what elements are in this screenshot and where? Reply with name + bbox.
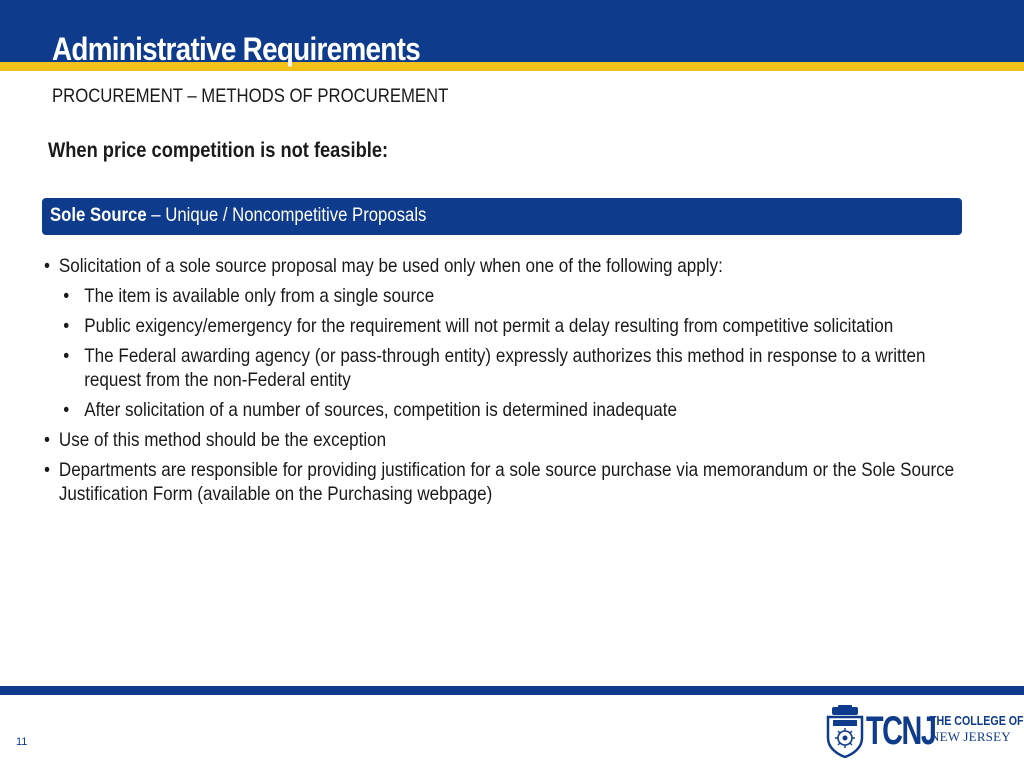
college-logo	[826, 704, 1024, 760]
footer-band	[0, 686, 1024, 695]
bullet-text: Use of this method should be the exception	[58, 429, 387, 451]
bullet-dot: •	[63, 345, 70, 367]
bullet-text: Public exigency/emergency for the requirement will not permit a delay resulting from competitive solicitation	[84, 315, 894, 337]
page-number: 11	[16, 736, 28, 748]
bullet-dot: •	[44, 459, 50, 481]
bullet-dot: •	[63, 399, 70, 421]
bullet-item	[44, 428, 963, 452]
bullet-text: The Federal awarding agency (or pass-through entity) expressly authorizes this method in response to a written request from the non-Federal entity	[84, 345, 926, 391]
bullet-text: Solicitation of a sole source proposal may be used only when one of the following apply:	[58, 255, 723, 277]
bullet-list	[44, 254, 963, 512]
bullet-text: Departments are responsible for providing justification for a sole source purchase via memorandum or the Sole Source Justification Form (available on the Purchasing webpage)	[58, 459, 955, 505]
lead-statement: When price competition is not feasible:	[48, 139, 389, 162]
bullet-dot: •	[44, 429, 50, 451]
bullet-text: After solicitation of a number of sources, competition is determined inadequate	[84, 399, 678, 421]
sub-bullet-item	[44, 314, 963, 338]
logo-line-1: THE COLLEGE OF	[930, 713, 1024, 728]
bullet-dot: •	[63, 315, 70, 337]
sub-bullet-item	[44, 284, 963, 308]
slide-title: Administrative Requirements	[52, 31, 420, 67]
section-title-bold: Sole Source	[50, 205, 147, 226]
slide-subtitle: PROCUREMENT – METHODS OF PROCUREMENT	[52, 86, 449, 107]
bullet-item	[44, 254, 963, 278]
sub-bullet-item	[44, 344, 963, 392]
bullet-dot: •	[44, 255, 50, 277]
bullet-text: The item is available only from a single source	[84, 285, 435, 307]
logo-wordmark: TCNJ	[866, 709, 936, 753]
logo-line-2: NEW JERSEY	[930, 729, 1011, 744]
sub-bullet-item	[44, 398, 963, 422]
bullet-item	[44, 458, 963, 506]
bullet-dot: •	[63, 285, 70, 307]
college-crest-icon	[826, 704, 864, 758]
section-title-rest: – Unique / Noncompetitive Proposals	[146, 205, 427, 226]
section-header-text	[50, 204, 426, 228]
section-header-bar	[42, 198, 962, 235]
